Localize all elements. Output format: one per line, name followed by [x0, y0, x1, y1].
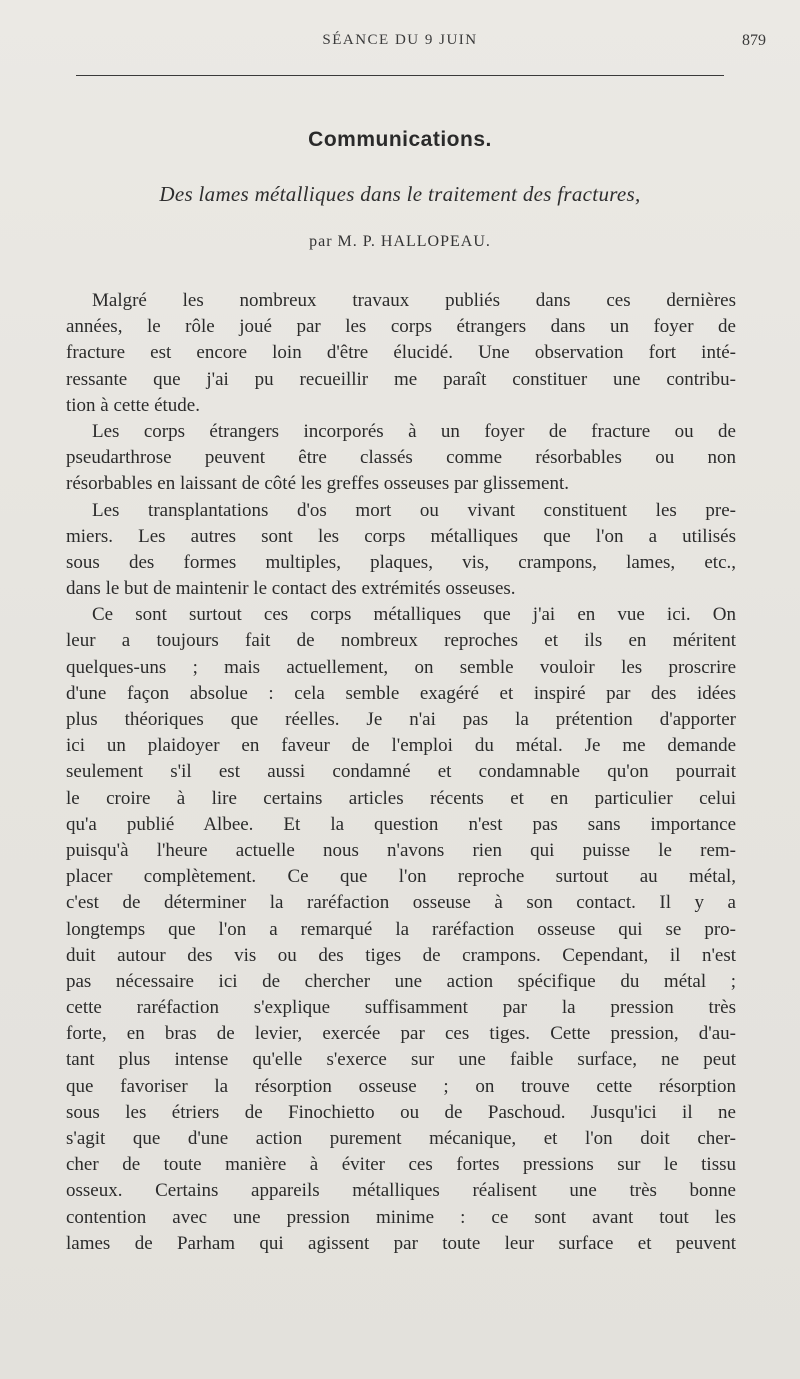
text-line: puisqu'à l'heure actuelle nous n'avons rien qui puisse le rem- — [66, 839, 736, 861]
text-line: lames de Parham qui agissent par toute leur surface et peuvent — [66, 1232, 736, 1254]
text-line: duit autour des vis ou des tiges de crampons. Cependant, il n'est — [66, 944, 736, 966]
paragraph — [66, 498, 736, 603]
paragraph — [66, 288, 736, 419]
text-line: osseux. Certains appareils métalliques réalisent une très bonne — [66, 1180, 736, 1202]
text-line: ici un plaidoyer en faveur de l'emploi du métal. Je me demande — [66, 735, 736, 757]
paragraph — [66, 602, 736, 1257]
text-line: Malgré les nombreux travaux publiés dans ces dernières — [92, 290, 736, 311]
text-line: longtemps que l'on a remarqué la raréfaction osseuse qui se pro- — [66, 918, 736, 940]
text-line: que favoriser la résorption osseuse ; on trouve cette résorption — [66, 1075, 736, 1097]
text-line: dans le but de maintenir le contact des extrémités osseuses. — [66, 578, 516, 600]
text-line: Ce sont surtout ces corps métalliques que j'ai en vue ici. On — [92, 604, 736, 626]
text-line: qu'a publié Albee. Et la question n'est pas sans importance — [66, 813, 736, 835]
text-line: tion à cette étude. — [66, 394, 200, 416]
text-line: s'agit que d'une action purement mécanique, et l'on doit cher- — [66, 1128, 736, 1149]
section-title: Communications. — [308, 128, 492, 151]
paragraph — [66, 419, 736, 498]
text-line: pseudarthrose peuvent être classés comme résorbables ou non — [66, 447, 736, 469]
text-line: fracture est encore loin d'être élucidé. Une observation fort inté- — [66, 342, 736, 364]
header-rule — [76, 75, 724, 76]
text-line: pas nécessaire ici de chercher une action spécifique du métal ; — [66, 970, 736, 992]
text-line: années, le rôle joué par les corps étrangers dans un foyer de — [66, 316, 736, 338]
article-body — [66, 288, 736, 1257]
text-line: cette raréfaction s'explique suffisamment par la pression très — [66, 997, 736, 1019]
text-line: leur a toujours fait de nombreux reproches et ils en méritent — [66, 630, 736, 652]
text-line: quelques-uns ; mais actuellement, on semble vouloir les proscrire — [66, 656, 736, 678]
text-line: sous les étriers de Finochietto ou de Paschoud. Jusqu'ici il ne — [66, 1101, 736, 1123]
text-line: tant plus intense qu'elle s'exerce sur une faible surface, ne peut — [66, 1049, 736, 1071]
text-line: placer complètement. Ce que l'on reproche surtout au métal, — [66, 866, 736, 888]
text-line: d'une façon absolue : cela semble exagéré et inspiré par des idées — [66, 682, 736, 704]
text-line: résorbables en laissant de côté les greffes osseuses par glissement. — [66, 473, 569, 495]
text-line: seulement s'il est aussi condamné et condamnable qu'on pourrait — [66, 761, 736, 783]
page-number: 879 — [742, 32, 766, 49]
text-line: Les transplantations d'os mort ou vivant constituent les pre- — [92, 499, 736, 521]
running-head — [0, 32, 800, 56]
article-title: Des lames métalliques dans le traitement des fractures, — [159, 182, 641, 206]
text-line: Les corps étrangers incorporés à un foyer de fracture ou de — [92, 420, 736, 442]
text-line: miers. Les autres sont les corps métalliques que l'on a utilisés — [66, 525, 736, 547]
article-byline: par M. P. HALLOPEAU. — [309, 233, 491, 250]
text-line: cher de toute manière à éviter ces fortes pressions sur le tissu — [66, 1154, 736, 1176]
text-line: forte, en bras de levier, exercée par ces tiges. Cette pression, d'au- — [66, 1023, 736, 1045]
text-line: le croire à lire certains articles récents et en particulier celui — [66, 787, 736, 809]
text-line: sous des formes multiples, plaques, vis, crampons, lames, etc., — [66, 551, 736, 573]
running-title: SÉANCE DU 9 JUIN — [322, 32, 478, 48]
text-line: plus théoriques que réelles. Je n'ai pas la prétention d'apporter — [66, 709, 736, 730]
text-line: c'est de déterminer la raréfaction osseuse à son contact. Il y a — [66, 892, 736, 914]
text-line: contention avec une pression minime : ce sont avant tout les — [66, 1206, 736, 1228]
text-line: ressante que j'ai pu recueillir me paraît constituer une contribu- — [66, 368, 736, 390]
